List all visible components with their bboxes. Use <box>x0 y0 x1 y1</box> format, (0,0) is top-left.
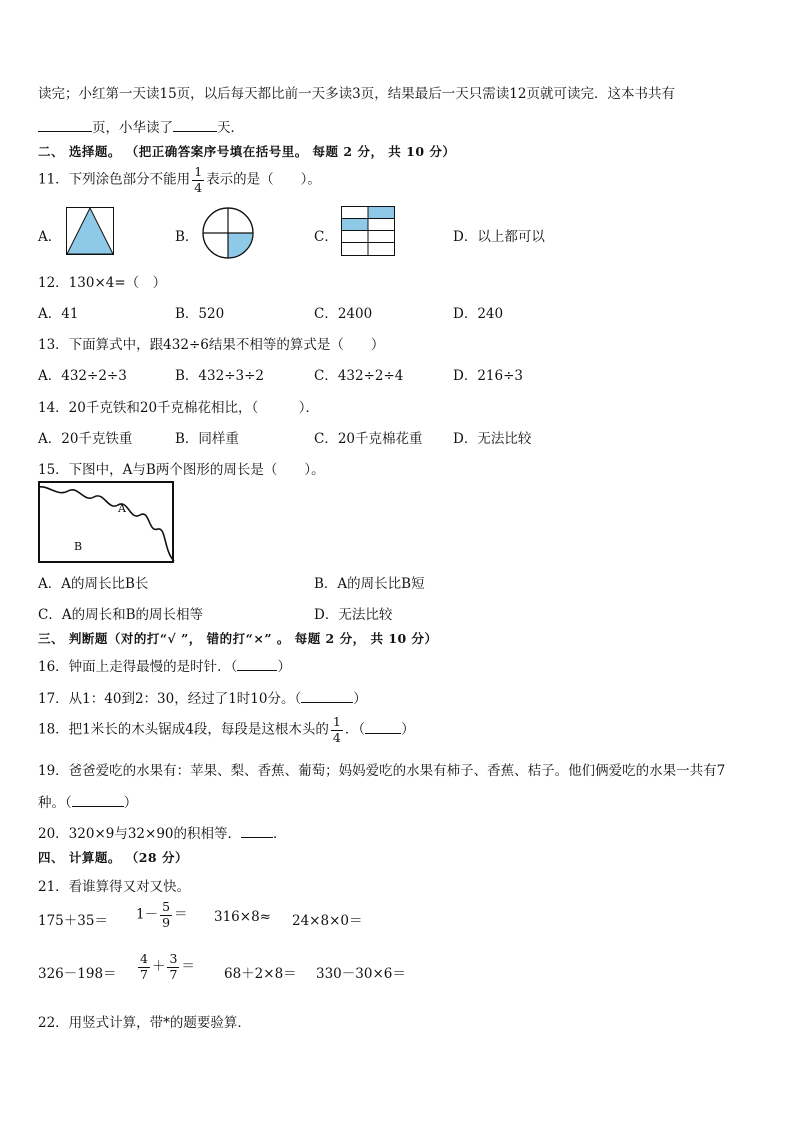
section-heading-calculation: 四、 计算题。 （28 分） <box>38 850 188 865</box>
q12-option-b[interactable]: B．520 <box>175 306 225 322</box>
perimeter-figure <box>38 481 175 563</box>
q19-line2 <box>38 791 137 811</box>
fraction-numerator: 5 <box>162 899 171 914</box>
fraction <box>192 166 204 194</box>
fraction <box>167 953 179 981</box>
q15-stem: 15．下图中，A与B两个图形的周长是（ ）。 <box>38 462 325 478</box>
q13-option-b[interactable]: B．432÷3÷2 <box>175 368 264 384</box>
answer-blank[interactable] <box>173 117 217 132</box>
square-triangle-figure <box>66 207 114 255</box>
answer-blank[interactable] <box>237 656 277 671</box>
section-heading-choice: 二、 选择题。 （把正确答案序号填在括号里。 每题 2 分， 共 10 分） <box>38 144 456 159</box>
q14-stem: 14．20千克铁和20千克棉花相比，（ ）． <box>38 400 320 416</box>
q11-stem <box>38 166 321 194</box>
answer-blank[interactable] <box>241 823 273 838</box>
fraction-denominator: 7 <box>169 966 178 982</box>
q11-option-c[interactable]: C． <box>314 229 338 245</box>
answer-blank[interactable] <box>365 719 401 734</box>
grid-rectangle-figure <box>341 206 395 256</box>
q11-option-d[interactable]: D．以上都可以 <box>453 229 545 245</box>
q10-text-a: 页，小华读了 <box>92 120 173 136</box>
q11-option-b[interactable]: B． <box>175 229 199 245</box>
answer-blank[interactable] <box>72 792 124 807</box>
q17-stem: 17．从1：40到2：30，经过了1时10分。（ <box>38 691 302 707</box>
q18-tail: ．（ <box>344 721 366 738</box>
calc-item: 330－30×6＝ <box>316 966 406 982</box>
q22-stem: 22．用竖式计算，带*的题要验算． <box>38 1015 251 1031</box>
q12-option-c[interactable]: C．2400 <box>314 306 373 322</box>
calc-item: 68＋2×8＝ <box>224 966 297 982</box>
q18-tail: ） <box>401 721 415 738</box>
q19-tail: ） <box>123 795 138 811</box>
answer-blank[interactable] <box>38 117 92 132</box>
q10-line1: 读完；小红第一天读15页，以后每天都比前一天多读3页，结果最后一天只需读12页就可读完．这本书共有 <box>38 86 675 102</box>
q13-option-a[interactable]: A．432÷2÷3 <box>38 368 127 384</box>
q20 <box>38 822 287 842</box>
calc-text: ＋ <box>151 958 166 975</box>
q17-tail: ） <box>353 691 367 707</box>
q18-stem: 18．把1米长的木头锯成4段，每段是这根木头的 <box>38 721 329 738</box>
q14-option-a[interactable]: A．20千克铁重 <box>38 431 133 447</box>
circle-quarter-figure <box>202 207 254 259</box>
q21-stem: 21．看谁算得又对又快。 <box>38 879 191 895</box>
fraction-numerator: 4 <box>140 951 148 966</box>
calc-item: 316×8≈ <box>214 909 271 925</box>
q15-option-b[interactable]: B．A的周长比B短 <box>314 576 425 592</box>
fraction-numerator: 3 <box>169 951 178 966</box>
calc-text: ＝ <box>181 958 195 975</box>
calc-item: 326－198＝ <box>38 966 117 982</box>
calc-text: 1－ <box>136 906 159 923</box>
q15-option-d[interactable]: D．无法比较 <box>314 607 393 623</box>
q14-option-c[interactable]: C．20千克棉花重 <box>314 431 423 447</box>
q12-stem: 12．130×4=（ ） <box>38 275 167 291</box>
fraction <box>160 901 172 929</box>
calc-item <box>136 953 195 981</box>
q17 <box>38 687 367 707</box>
q11-text: 表示的是（ ）。 <box>206 171 321 188</box>
q16-tail: ） <box>277 659 291 675</box>
calc-item: 24×8×0＝ <box>292 913 363 929</box>
q13-option-d[interactable]: D．216÷3 <box>453 368 523 384</box>
q19-stem: 种。（ <box>38 795 72 811</box>
q18 <box>38 716 415 744</box>
q15-option-c[interactable]: C．A的周长和B的周长相等 <box>38 607 203 623</box>
q11-text: 11．下列涂色部分不能用 <box>38 171 191 188</box>
section-heading-judgement: 三、 判断题（对的打“√ ”， 错的打“×” 。 每题 2 分， 共 10 分） <box>38 631 438 646</box>
q13-stem: 13．下面算式中，跟432÷6结果不相等的算式是（ ） <box>38 337 385 353</box>
region-label-a: A <box>118 502 126 515</box>
q10-line2 <box>38 116 244 136</box>
fraction-numerator: 1 <box>194 164 203 179</box>
q16 <box>38 655 291 675</box>
q12-option-a[interactable]: A．41 <box>38 306 79 322</box>
calc-text: ＝ <box>174 906 188 923</box>
fraction-denominator: 4 <box>194 179 203 195</box>
fraction-numerator: 1 <box>332 714 341 729</box>
q20-tail: ． <box>273 826 287 842</box>
fraction-denominator: 7 <box>140 966 148 982</box>
q16-stem: 16．钟面上走得最慢的是时针．（ <box>38 659 238 675</box>
calc-item <box>136 901 188 929</box>
q12-option-d[interactable]: D．240 <box>453 306 504 322</box>
fraction-denominator: 9 <box>162 914 171 930</box>
q19-line1: 19．爸爸爱吃的水果有：苹果、梨、香蕉、葡萄；妈妈爱吃的水果有柿子、香蕉、桔子。他们俩爱吃的水果一共有7 <box>38 763 726 779</box>
q20-stem: 20．320×9与32×90的积相等． <box>38 826 242 842</box>
fraction <box>138 953 150 981</box>
calc-item: 175＋35＝ <box>38 913 108 929</box>
region-label-b: B <box>74 540 83 553</box>
fraction <box>331 716 343 744</box>
q10-text-b: 天． <box>217 120 244 136</box>
q14-option-b[interactable]: B．同样重 <box>175 431 239 447</box>
q14-option-d[interactable]: D．无法比较 <box>453 431 532 447</box>
answer-blank[interactable] <box>301 688 353 703</box>
q13-option-c[interactable]: C．432÷2÷4 <box>314 368 404 384</box>
q11-option-a[interactable]: A． <box>38 229 62 245</box>
q15-option-a[interactable]: A．A的周长比B长 <box>38 576 149 592</box>
fraction-denominator: 4 <box>332 729 341 745</box>
